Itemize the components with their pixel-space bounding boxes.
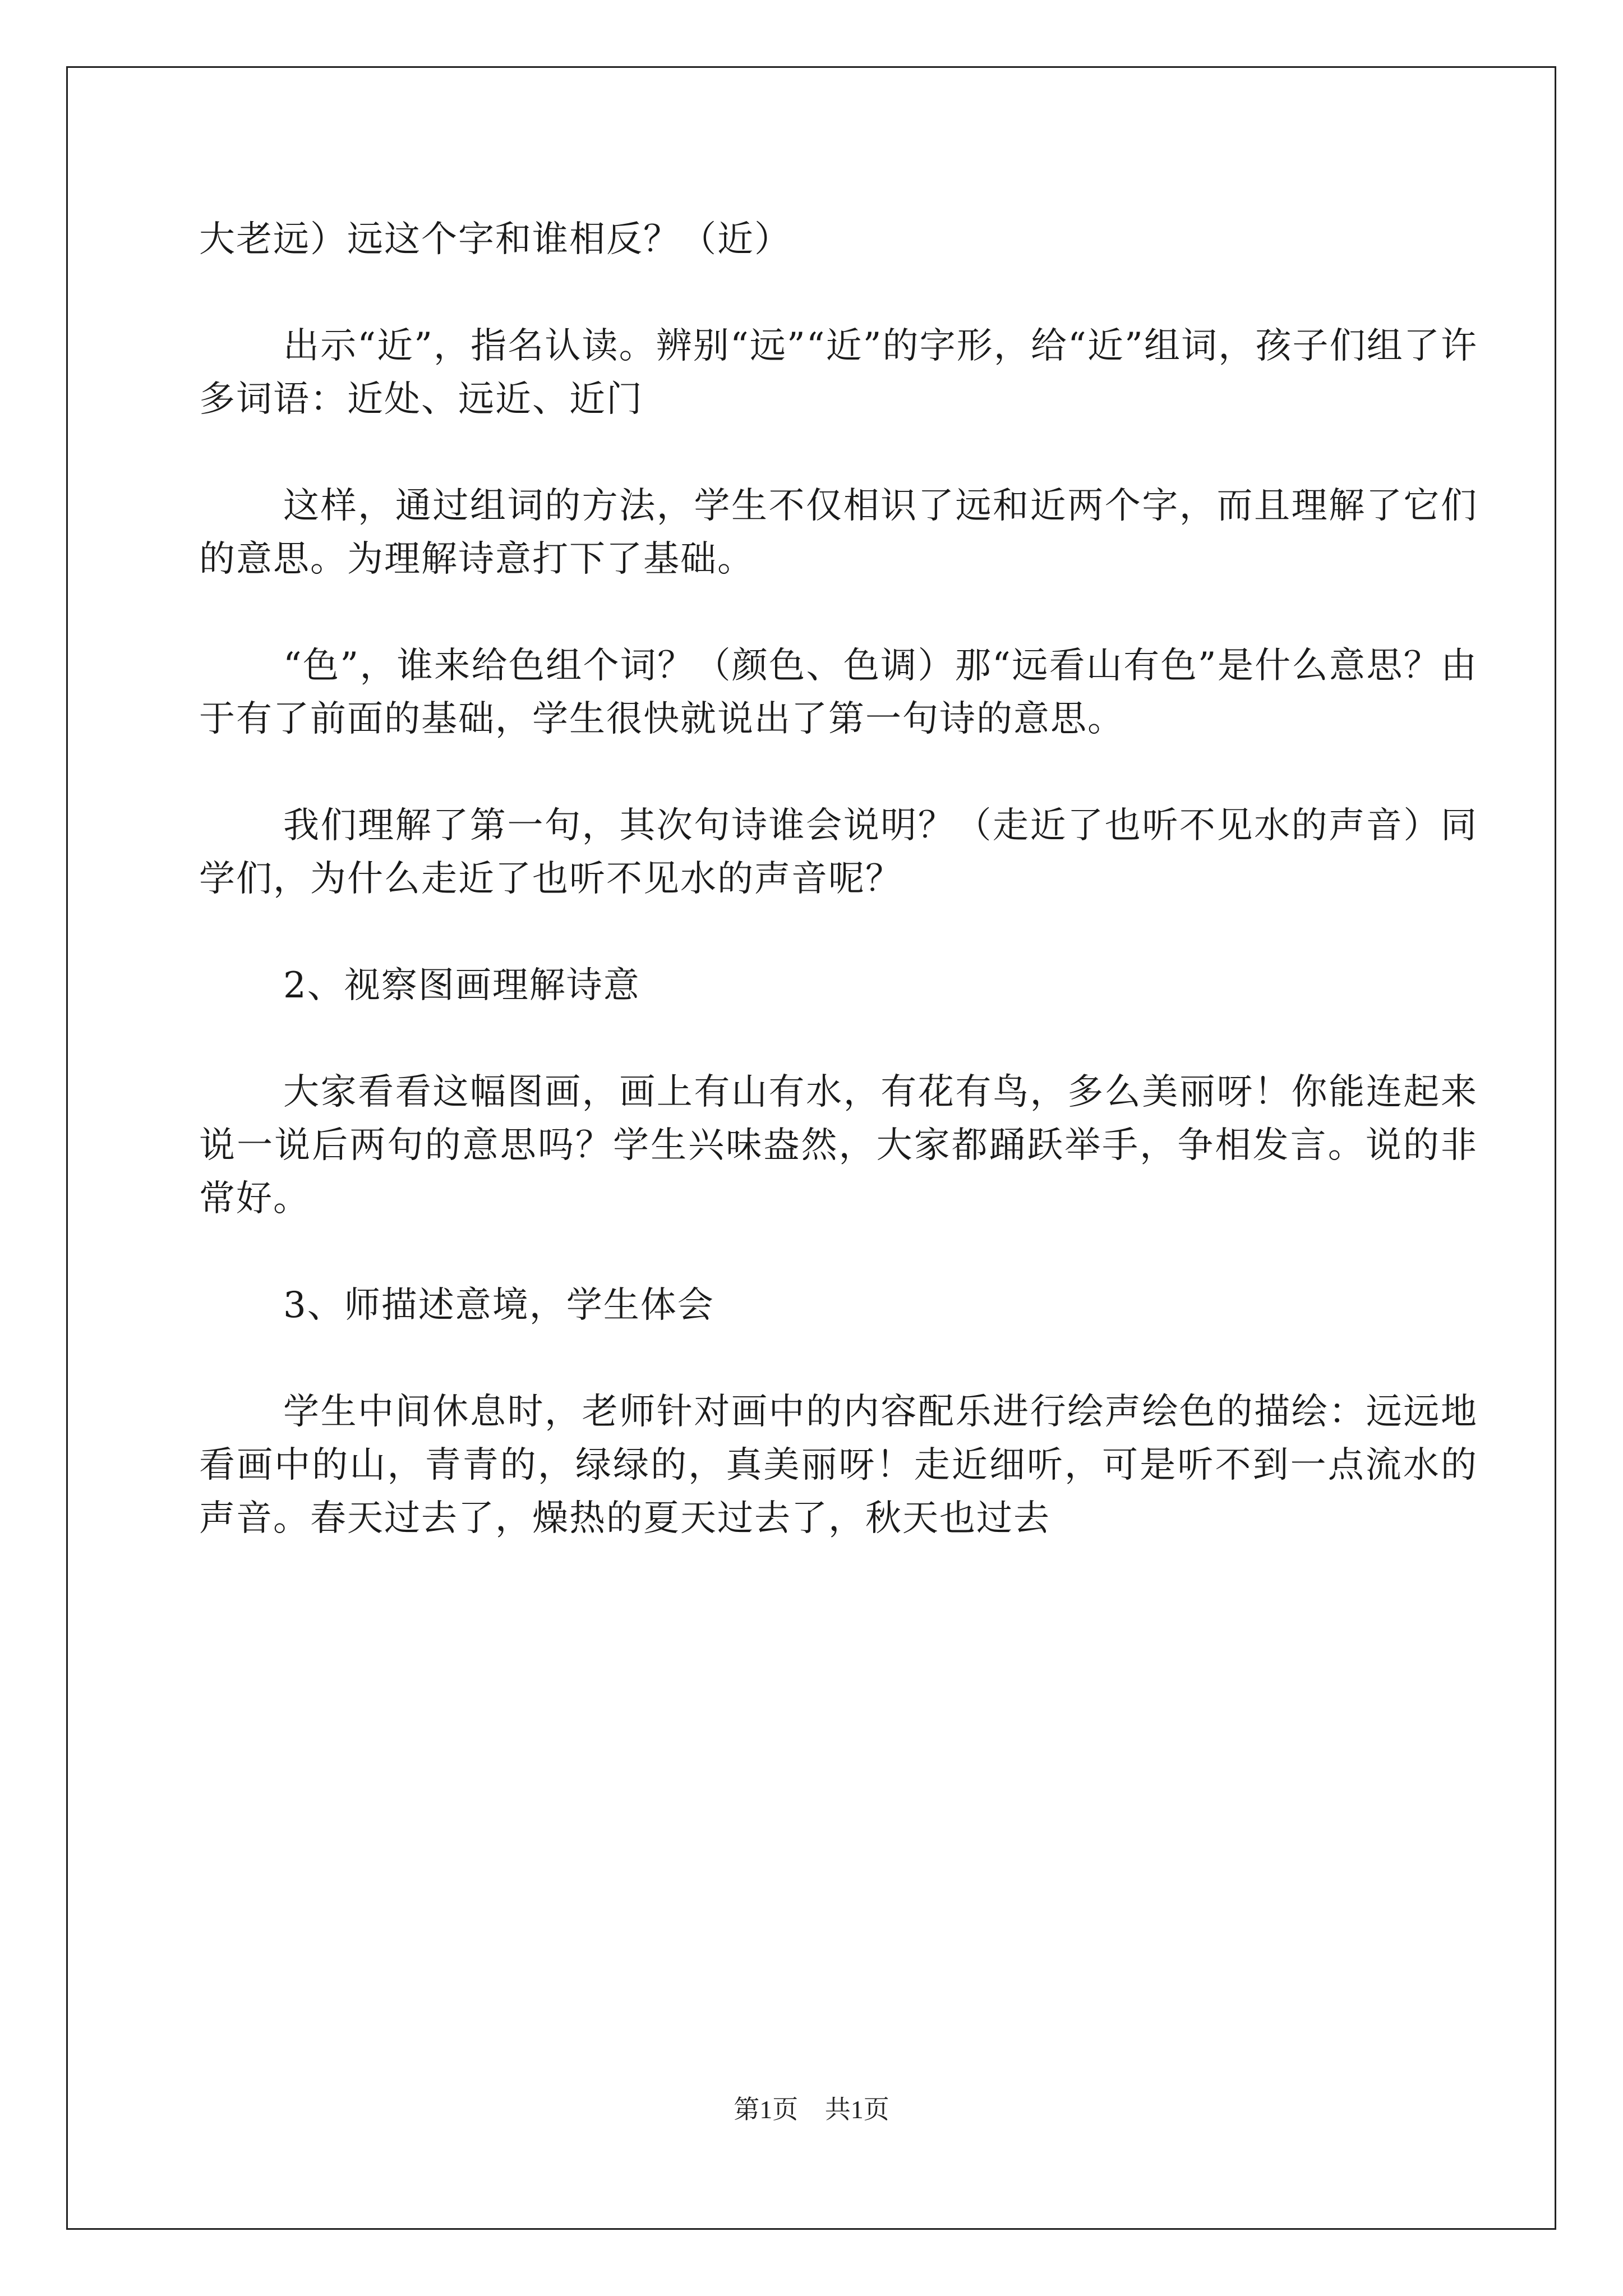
paragraph-7: 学生中间休息时，老师针对画中的内容配乐进行绘声绘色的描绘：远远地看画中的山，青青的，绿绿的，真美丽呀！走近细听，可是听不到一点流水的声音。春天过去了，燥热的夏天过去了，秋天也过去 [199,1391,1478,1539]
document-body [199,213,1478,1599]
section-heading-3: 3、师描述意境，学生体会 [283,1285,714,1326]
paragraph-2: 出示“近”，指名认读。辨别“远”“近”的字形，给“近”组词，孩子们组了许多词语：近处、远近、近门 [199,325,1478,420]
paragraph-3: 这样，通过组词的方法，学生不仅相识了远和近两个字，而且理解了它们的意思。为理解诗意打下了基础。 [199,485,1478,580]
page-total: 共1页 [824,2095,889,2124]
paragraph-6: 大家看看这幅图画，画上有山有水，有花有鸟，多么美丽呀！你能连起来说一说后两句的意思吗？学生兴味盎然，大家都踊跃举手，争相发言。说的非常好。 [199,1071,1478,1220]
page-number: 第1页 [734,2095,799,2124]
paragraph-5: 我们理解了第一句，其次句诗谁会说明？（走近了也听不见水的声音）同学们，为什么走近了也听不见水的声音呢？ [199,805,1478,900]
section-heading-2: 2、视察图画理解诗意 [283,965,640,1006]
page-footer [0,2089,1623,2126]
paragraph-1: 大老远）远这个字和谁相反？（近） [199,219,791,260]
paragraph-4: “色”，谁来给色组个词？（颜色、色调）那“远看山有色”是什么意思？由于有了前面的基础，学生很快就说出了第一句诗的意思。 [199,645,1478,740]
